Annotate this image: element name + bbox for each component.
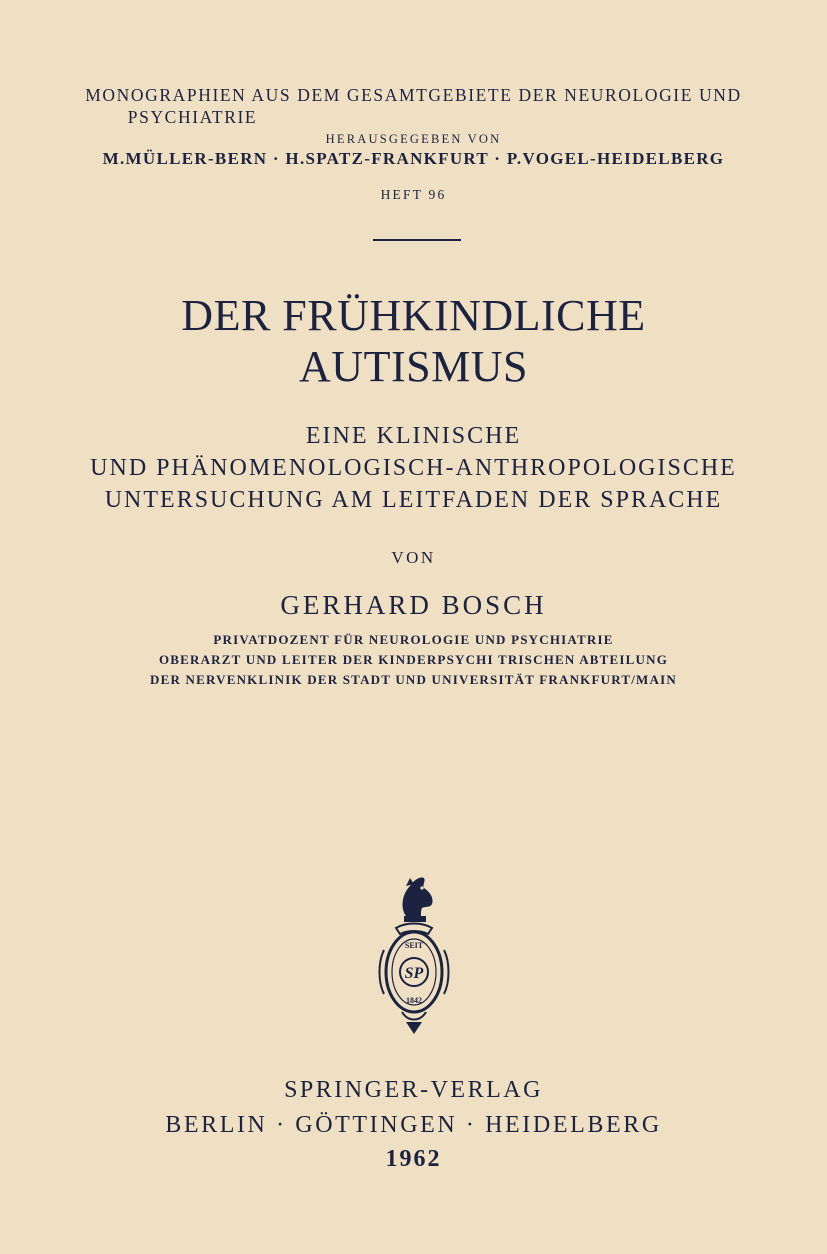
- author-affiliation-2: OBERARZT UND LEITER DER KINDERPSYCHI TRISCHEN ABTEILUNG: [158, 652, 669, 667]
- series-editors: M.MÜLLER-BERN · H.SPATZ-FRANKFURT · P.VOGEL-HEIDELBERG: [102, 149, 725, 168]
- author-name: GERHARD BOSCH: [280, 590, 547, 620]
- subtitle-line-1: EINE KLINISCHE: [305, 423, 522, 449]
- seal-text-top: SEIT: [404, 941, 424, 950]
- title-divider: [373, 239, 461, 241]
- springer-knight-seal-icon: [376, 872, 452, 1036]
- series-title-line-2: PSYCHIATRIE: [127, 107, 258, 127]
- publisher-cities: BERLIN · GÖTTINGEN · HEIDELBERG: [165, 1112, 662, 1138]
- author-affiliation-1: PRIVATDOZENT FÜR NEUROLOGIE UND PSYCHIATRIE: [213, 632, 614, 647]
- seal-monogram: SP: [404, 965, 424, 982]
- subtitle-line-2: UND PHÄNOMENOLOGISCH-ANTHROPOLOGISCHE: [90, 455, 737, 481]
- by-label: VON: [391, 548, 436, 567]
- series-title-line-1: MONOGRAPHIEN AUS DEM GESAMTGEBIETE DER NEUROLOGIE UND: [85, 85, 742, 105]
- book-title-line-2: AUTISMUS: [299, 342, 528, 391]
- seal-text-bottom: 1842: [406, 996, 422, 1005]
- subtitle-line-3: UNTERSUCHUNG AM LEITFADEN DER SPRACHE: [104, 487, 723, 513]
- book-title-line-1: DER FRÜHKINDLICHE: [181, 291, 646, 340]
- publication-year: 1962: [385, 1146, 442, 1172]
- author-affiliation-3: DER NERVENKLINIK DER STADT UND UNIVERSITÄT FRANKFURT/MAIN: [150, 672, 677, 687]
- publisher-name: SPRINGER-VERLAG: [284, 1077, 543, 1103]
- edited-by-label: HERAUSGEGEBEN VON: [325, 132, 502, 146]
- issue-number: HEFT 96: [380, 187, 447, 202]
